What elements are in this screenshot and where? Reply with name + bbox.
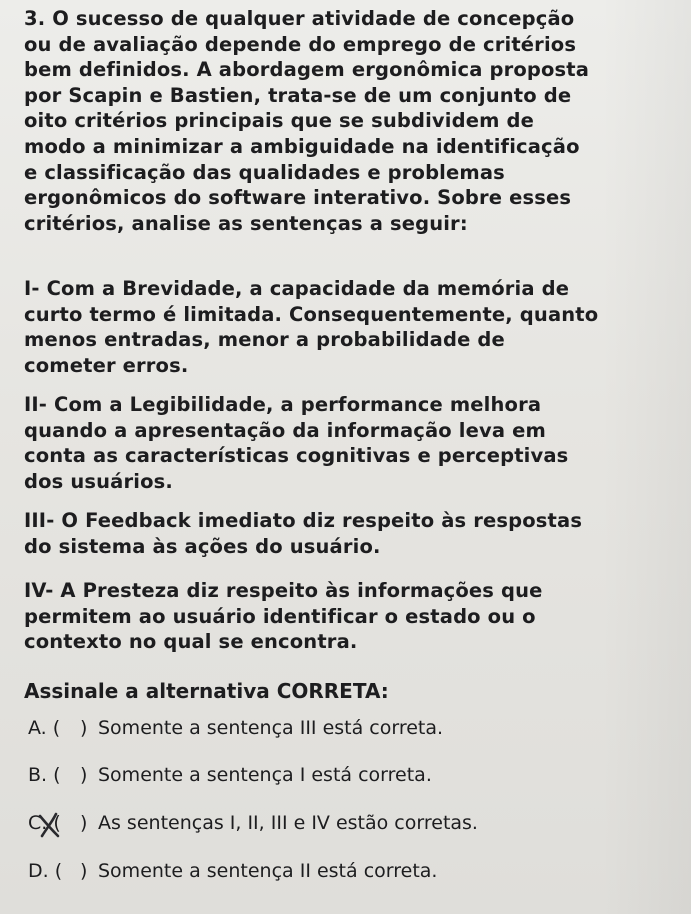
question-line: critérios, analise as sentenças a seguir:: [24, 211, 468, 235]
statement-line: cometer erros.: [24, 353, 189, 377]
question-line: bem definidos. A abordagem ergonômica proposta: [24, 58, 590, 82]
option-letter: A. (: [28, 717, 61, 739]
statement-line: menos entradas, menor a probabilidade de: [24, 328, 505, 352]
question-line: ou de avaliação depende do emprego de critérios: [24, 32, 577, 56]
statement-line: dos usuários.: [24, 469, 173, 493]
question-line: oito critérios principais que se subdividem de: [24, 109, 535, 133]
question-line: e classificação das qualidades e problemas: [24, 160, 505, 184]
option-paren: ): [80, 812, 88, 834]
option-c[interactable]: [28, 810, 478, 836]
option-paren: ): [80, 717, 88, 739]
statement-iv: [24, 578, 680, 655]
question-stem: [24, 6, 680, 236]
statement-line: II- Com a Legibilidade, a performance melhora: [24, 393, 542, 416]
option-paren: ): [80, 764, 88, 786]
statement-line: III- O Feedback imediato diz respeito às respostas: [24, 509, 583, 532]
question-line: modo a minimizar a ambiguidade na identificação: [24, 134, 580, 158]
option-text: Somente a sentença II está correta.: [98, 860, 438, 882]
question-line: por Scapin e Bastien, trata-se de um conjunto de: [24, 83, 572, 107]
option-text: Somente a sentença I está correta.: [98, 764, 432, 786]
instruction-heading: Assinale a alternativa CORRETA:: [24, 679, 389, 703]
option-b[interactable]: [28, 762, 432, 788]
option-letter: B. (: [28, 764, 61, 786]
statement-line: I- Com a Brevidade, a capacidade da memória de: [24, 277, 570, 300]
statement-line: IV- A Presteza diz respeito às informações que: [24, 579, 543, 602]
statement-ii: [24, 392, 680, 494]
option-d[interactable]: [28, 858, 437, 884]
statement-line: conta as características cognitivas e perceptivas: [24, 444, 569, 468]
option-text: Somente a sentença III está correta.: [98, 717, 444, 739]
option-letter: C. (: [28, 812, 61, 834]
statement-i: [24, 276, 680, 378]
question-line: 3. O sucesso de qualquer atividade de concepção: [24, 7, 575, 30]
option-letter: D. (: [28, 860, 63, 882]
question-line: ergonômicos do software interativo. Sobre esses: [24, 186, 572, 210]
statement-line: curto termo é limitada. Consequentemente, quanto: [24, 302, 599, 326]
option-a[interactable]: [28, 715, 443, 741]
statement-line: do sistema às ações do usuário.: [24, 534, 381, 558]
option-text: As sentenças I, II, III e IV estão corretas.: [98, 812, 478, 834]
statement-line: quando a apresentação da informação leva em: [24, 418, 546, 442]
option-paren: ): [80, 860, 88, 882]
statement-iii: [24, 508, 680, 559]
statement-line: contexto no qual se encontra.: [24, 630, 358, 654]
statement-line: permitem ao usuário identificar o estado ou o: [24, 604, 536, 628]
